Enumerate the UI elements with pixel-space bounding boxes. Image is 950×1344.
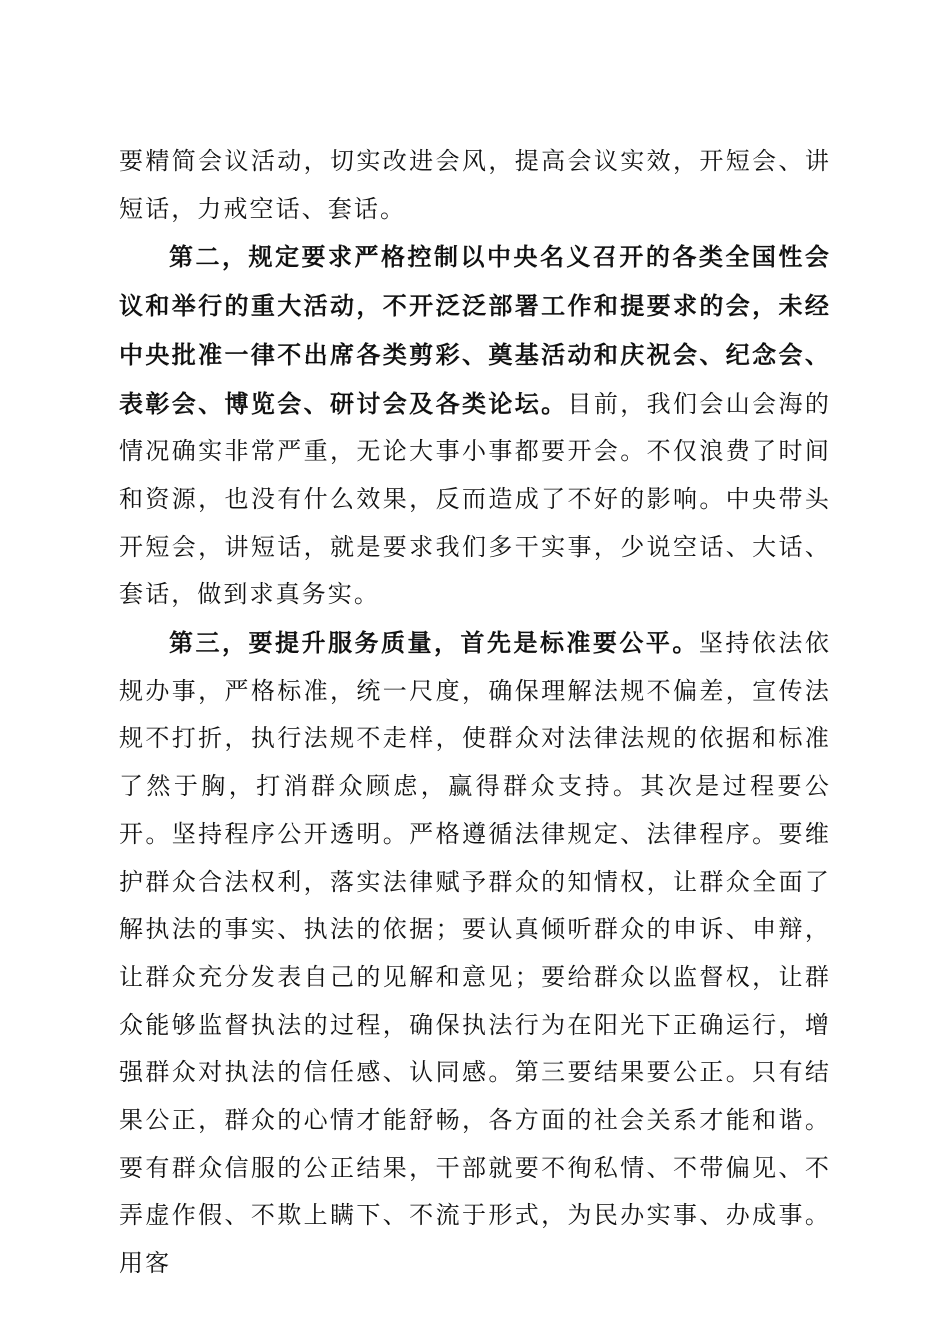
paragraph-3-bold-lead: 第三，要提升服务质量，首先是标准要公平。 xyxy=(169,628,699,658)
paragraph-2 xyxy=(119,233,831,619)
paragraph-2-text: 目前，我们会山会海的情况确实非常严重，无论大事小事都要开会。不仅浪费了时间和资源，也没有什么效果，反而造成了不好的影响。中央带头开短会，讲短话，就是要求我们多干实事，少说空话、大话、套话，做到求真务实。 xyxy=(119,389,832,609)
paragraph-1-text: 要精简会议活动，切实改进会风，提高会议实效，开短会、讲短话，力戒空话、套话。 xyxy=(119,147,831,223)
paragraph-2-bold-lead: 第二，规定要求严格控制以中央名义召开的各类全国性会议和举行的重大活动，不开泛泛部署工作和提要求的会，未经中央批准一律不出席各类剪彩、奠基活动和庆祝会、纪念会、表彰会、博览会、研讨会及各类论坛。 xyxy=(119,242,831,418)
paragraph-3-text: 坚持依法依规办事，严格标准，统一尺度，确保理解法规不偏差，宣传法规不打折，执行法规不走样，使群众对法律法规的依据和标准了然于胸，打消群众顾虑，赢得群众支持。其次是过程要公开。坚持程序公开透明。严格遵循法律规定、法律程序。要维护群众合法权利，落实法律赋予群众的知情权，让群众全面了解执法的事实、执法的依据；要认真倾听群众的申诉、申辩，让群众充分发表自己的见解和意见；要给群众以监督权，让群众能够监督执法的过程，确保执法行为在阳光下正确运行，增强群众对执法的信任感、认同感。第三要结果要公正。只有结果公正，群众的心情才能舒畅，各方面的社会关系才能和谐。要有群众信服的公正结果，干部就要不徇私情、不带偏见、不弄虚作假、不欺上瞒下、不流于形式，为民办实事、办成事。用客 xyxy=(119,629,832,1278)
document-body xyxy=(119,138,831,1288)
paragraph-3 xyxy=(119,619,831,1288)
paragraph-1 xyxy=(119,138,831,233)
